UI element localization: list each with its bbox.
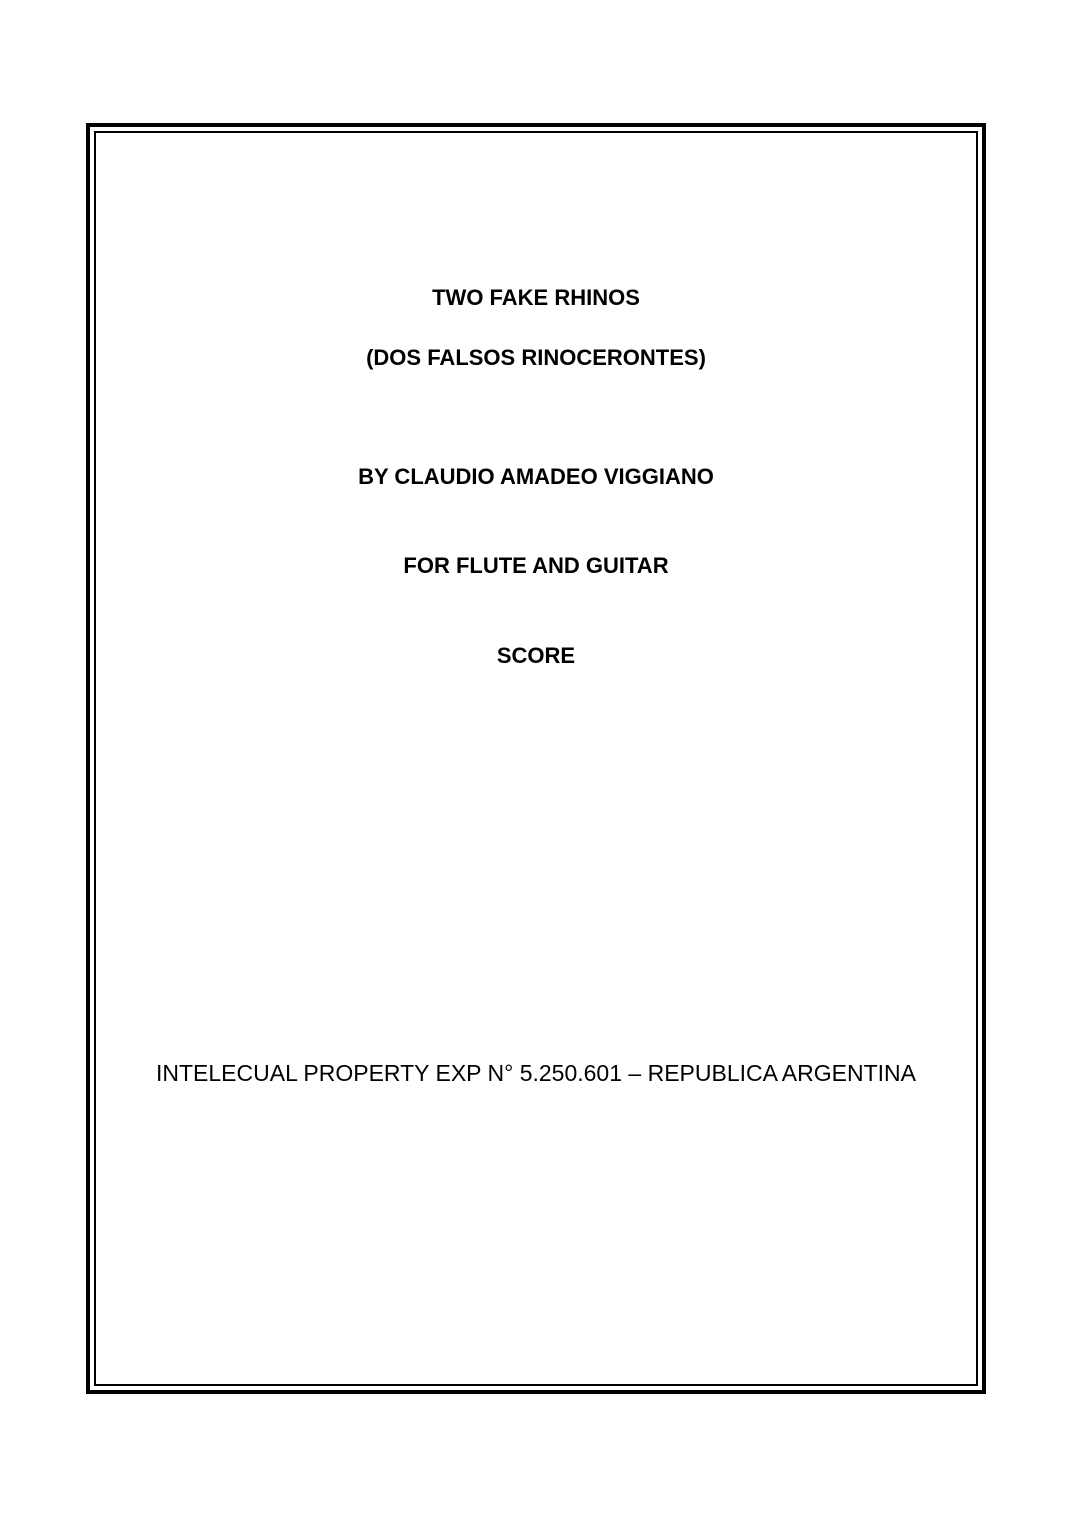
copyright-notice: INTELECUAL PROPERTY EXP N° 5.250.601 – REPUBLICA ARGENTINA <box>156 1060 916 1086</box>
author-line: BY CLAUDIO AMADEO VIGGIANO <box>358 464 714 489</box>
page-subtitle: (DOS FALSOS RINOCERONTES) <box>366 345 706 370</box>
inner-border <box>94 131 978 1386</box>
edition-label: SCORE <box>496 643 576 668</box>
instrumentation-line: FOR FLUTE AND GUITAR <box>403 553 669 578</box>
page-title: TWO FAKE RHINOS <box>432 285 640 310</box>
